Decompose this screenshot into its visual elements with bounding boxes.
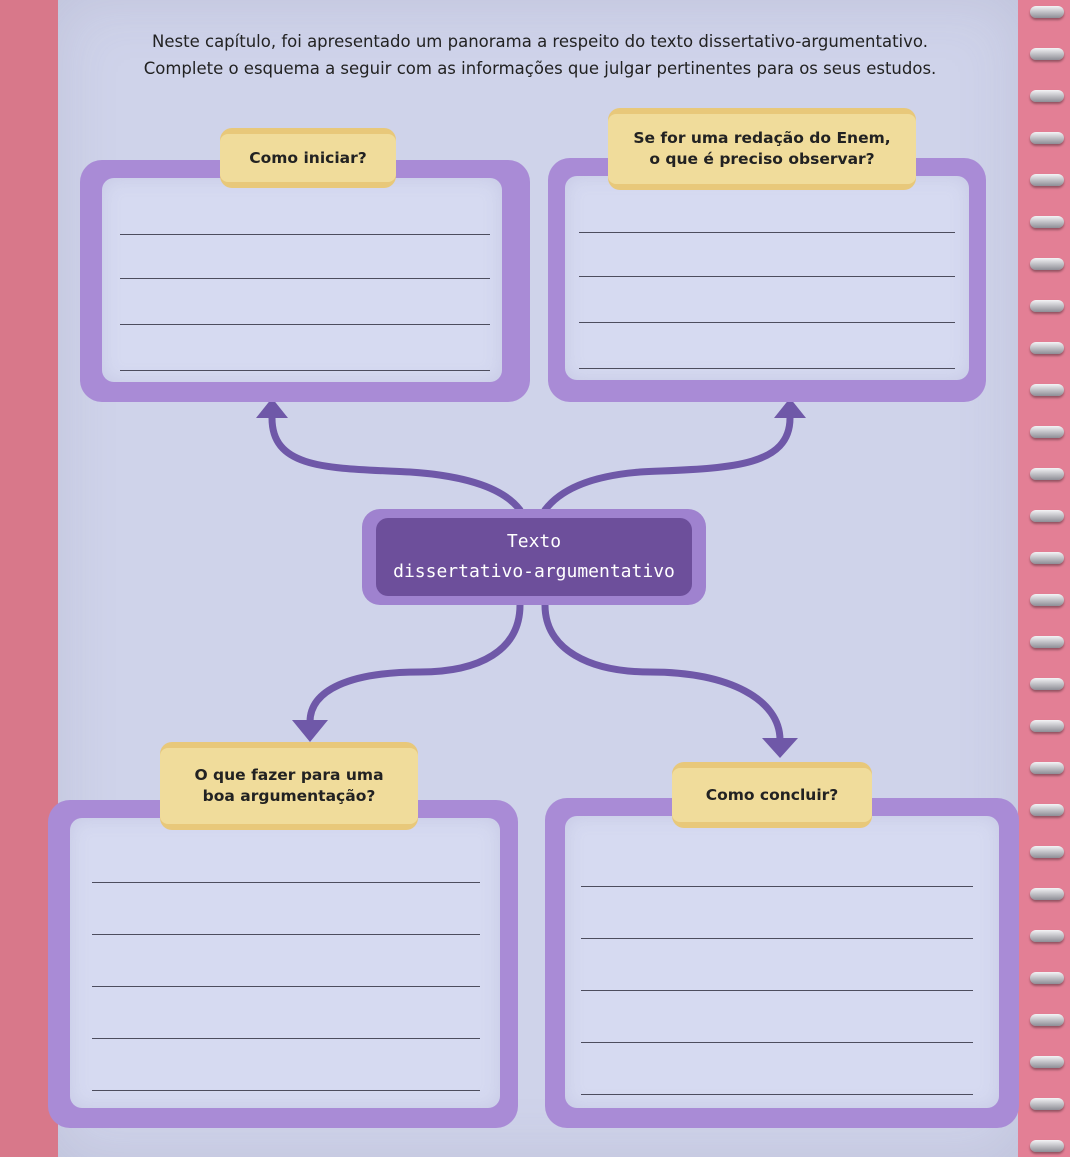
arrow-head-bottom-left bbox=[292, 720, 328, 742]
answer-line[interactable] bbox=[579, 276, 955, 277]
answer-line[interactable] bbox=[581, 990, 973, 991]
label-redacao-enem bbox=[608, 108, 916, 190]
answer-line[interactable] bbox=[92, 934, 480, 935]
connector-top-left bbox=[272, 418, 520, 510]
answer-line[interactable] bbox=[92, 986, 480, 987]
instructions-line-1: Neste capítulo, foi apresentado um panorama a respeito do texto dissertativo-argumentativo. bbox=[152, 32, 928, 51]
answer-line[interactable] bbox=[581, 886, 973, 887]
answer-line[interactable] bbox=[581, 1042, 973, 1043]
answer-line[interactable] bbox=[120, 278, 490, 279]
answer-line[interactable] bbox=[92, 1090, 480, 1091]
arrow-head-bottom-right bbox=[762, 738, 798, 758]
label-boa-argumentacao-line-1: O que fazer para uma bbox=[194, 766, 384, 784]
box-como-iniciar-answer-area bbox=[102, 178, 502, 382]
box-como-concluir-answer-area bbox=[565, 816, 999, 1108]
answer-line[interactable] bbox=[579, 322, 955, 323]
label-como-iniciar bbox=[220, 128, 396, 188]
answer-line[interactable] bbox=[579, 368, 955, 369]
answer-line[interactable] bbox=[120, 370, 490, 371]
answer-line[interactable] bbox=[581, 1094, 973, 1095]
answer-line[interactable] bbox=[579, 232, 955, 233]
center-node bbox=[376, 518, 692, 596]
label-como-concluir bbox=[672, 762, 872, 828]
answer-line[interactable] bbox=[120, 234, 490, 235]
label-como-iniciar-text: Como iniciar? bbox=[249, 148, 367, 167]
box-redacao-enem-answer-area bbox=[565, 176, 969, 380]
answer-line[interactable] bbox=[92, 1038, 480, 1039]
center-node-line-1: Texto bbox=[506, 531, 562, 552]
label-como-concluir-text: Como concluir? bbox=[705, 785, 839, 804]
center-node-line-2: dissertativo-argumentativo bbox=[393, 561, 675, 582]
label-redacao-enem-line-2: o que é preciso observar? bbox=[649, 150, 875, 168]
answer-line[interactable] bbox=[92, 882, 480, 883]
connector-top-right bbox=[545, 418, 790, 510]
instructions-line-2: Complete o esquema a seguir com as informações que julgar pertinentes para os seus estudos. bbox=[143, 59, 937, 78]
box-boa-argumentacao-answer-area bbox=[70, 818, 500, 1108]
answer-line[interactable] bbox=[120, 324, 490, 325]
label-boa-argumentacao-line-2: boa argumentação? bbox=[202, 787, 376, 805]
answer-line[interactable] bbox=[581, 938, 973, 939]
label-redacao-enem-line-1: Se for uma redação do Enem, bbox=[633, 129, 891, 147]
label-boa-argumentacao bbox=[160, 742, 418, 830]
connector-bottom-left bbox=[310, 605, 520, 722]
connector-bottom-right bbox=[545, 605, 780, 740]
